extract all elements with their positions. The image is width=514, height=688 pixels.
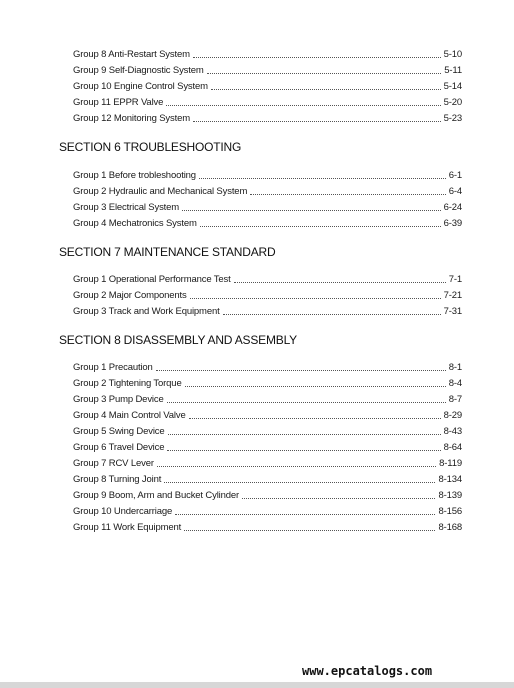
toc-entry-page: 6-39 [443, 218, 462, 229]
toc-entry [73, 95, 462, 109]
toc-entry-label: Group 1 Precaution [73, 362, 153, 373]
toc-entry-label: Group 2 Major Components [73, 290, 187, 301]
dot-leader [164, 481, 435, 483]
toc-entry-page: 8-7 [448, 394, 462, 405]
toc-entry-page: 8-43 [443, 426, 462, 437]
toc-entry [73, 440, 462, 454]
toc-entry-page: 7-31 [443, 306, 462, 317]
dot-leader [211, 88, 441, 90]
dot-leader [175, 513, 435, 515]
toc-entry-label: Group 8 Anti-Restart System [73, 49, 190, 60]
toc-entry-label: Group 9 Boom, Arm and Bucket Cylinder [73, 490, 240, 501]
dot-leader [168, 433, 441, 435]
toc-entry-page: 8-119 [439, 458, 462, 469]
dot-leader [207, 72, 442, 74]
toc-entry [73, 168, 462, 182]
toc-entry [73, 360, 462, 374]
toc-entry [73, 376, 462, 390]
dot-leader [223, 313, 441, 315]
toc-entry-label: Group 4 Main Control Valve [73, 410, 186, 421]
dot-leader [199, 177, 446, 179]
dot-leader [193, 120, 441, 122]
dot-leader [167, 449, 440, 451]
toc-entry-page: 8-134 [438, 474, 462, 485]
toc-entry-label: Group 10 Engine Control System [73, 81, 208, 92]
toc-entry-label: Group 3 Track and Work Equipment [73, 306, 220, 317]
toc-entry [73, 392, 462, 406]
toc-entry-page: 6-4 [448, 186, 462, 197]
dot-leader [182, 209, 441, 211]
toc-entry-label: Group 8 Turning Joint [73, 474, 162, 485]
toc-entry [73, 79, 462, 93]
toc-entry [73, 47, 462, 61]
toc-entry-page: 5-20 [443, 97, 462, 108]
toc-entry [73, 408, 462, 422]
toc-entry-label: Group 4 Mechatronics System [73, 218, 197, 229]
toc-entry-page: 6-24 [443, 202, 462, 213]
dot-leader [184, 529, 435, 531]
dot-leader [234, 281, 446, 283]
dot-leader [156, 369, 446, 371]
toc-entry [73, 488, 462, 502]
toc-entry-page: 8-64 [443, 442, 462, 453]
toc-entry [73, 111, 462, 125]
toc-entry-label: Group 11 EPPR Valve [73, 97, 164, 108]
dot-leader [167, 401, 446, 403]
toc-entry-label: Group 10 Undercarriage [73, 506, 173, 517]
toc-entry-page: 8-29 [443, 410, 462, 421]
toc-entry-label: Group 3 Electrical System [73, 202, 180, 213]
dot-leader [190, 297, 441, 299]
toc-entry-label: Group 5 Swing Device [73, 426, 165, 437]
toc-entry-page: 8-168 [438, 522, 462, 533]
toc-entry [73, 472, 462, 486]
toc-entry [73, 520, 462, 534]
toc-entry-page: 8-139 [438, 490, 462, 501]
dot-leader [200, 225, 441, 227]
toc-entry-page: 5-10 [443, 49, 462, 60]
toc-entry-label: Group 3 Pump Device [73, 394, 164, 405]
toc-entry-page: 7-21 [443, 290, 462, 301]
dot-leader [242, 497, 435, 499]
toc-entry [73, 200, 462, 214]
toc-entry-page: 7-1 [448, 274, 462, 285]
toc-entry-page: 5-11 [444, 65, 462, 76]
toc-entry [73, 216, 462, 230]
toc-entry-page: 8-1 [448, 362, 462, 373]
section-heading: SECTION 7 MAINTENANCE STANDARD [59, 245, 276, 259]
toc-entry [73, 63, 462, 77]
dot-leader [185, 385, 446, 387]
section-heading: SECTION 6 TROUBLESHOOTING [59, 140, 242, 154]
toc-entry-label: Group 2 Tightening Torque [73, 378, 182, 389]
dot-leader [157, 465, 436, 467]
toc-entry [73, 456, 462, 470]
toc-entry-label: Group 1 Before trobleshooting [73, 170, 196, 181]
toc-entry-page: 8-156 [438, 506, 462, 517]
toc-entry-page: 8-4 [448, 378, 462, 389]
footer-url: www.epcatalogs.com [302, 664, 433, 678]
toc-entry-label: Group 12 Monitoring System [73, 113, 191, 124]
toc-entry-page: 5-14 [443, 81, 462, 92]
toc-entry-label: Group 1 Operational Performance Test [73, 274, 231, 285]
toc-entry [73, 424, 462, 438]
toc-entry-label: Group 2 Hydraulic and Mechanical System [73, 186, 248, 197]
toc-entry-label: Group 7 RCV Lever [73, 458, 154, 469]
toc-entry [73, 304, 462, 318]
toc-entry [73, 184, 462, 198]
toc-entry-label: Group 6 Travel Device [73, 442, 165, 453]
dot-leader [193, 56, 441, 58]
dot-leader [189, 417, 441, 419]
toc-entry-page: 6-1 [448, 170, 462, 181]
toc-entry-page: 5-23 [443, 113, 462, 124]
toc-entry [73, 504, 462, 518]
dot-leader [166, 104, 440, 106]
toc-entry-label: Group 9 Self-Diagnostic System [73, 65, 204, 76]
toc-entry-label: Group 11 Work Equipment [73, 522, 182, 533]
dot-leader [250, 193, 446, 195]
bottom-bar [0, 682, 514, 688]
toc-entry [73, 288, 462, 302]
toc-entry [73, 272, 462, 286]
section-heading: SECTION 8 DISASSEMBLY AND ASSEMBLY [59, 333, 297, 347]
